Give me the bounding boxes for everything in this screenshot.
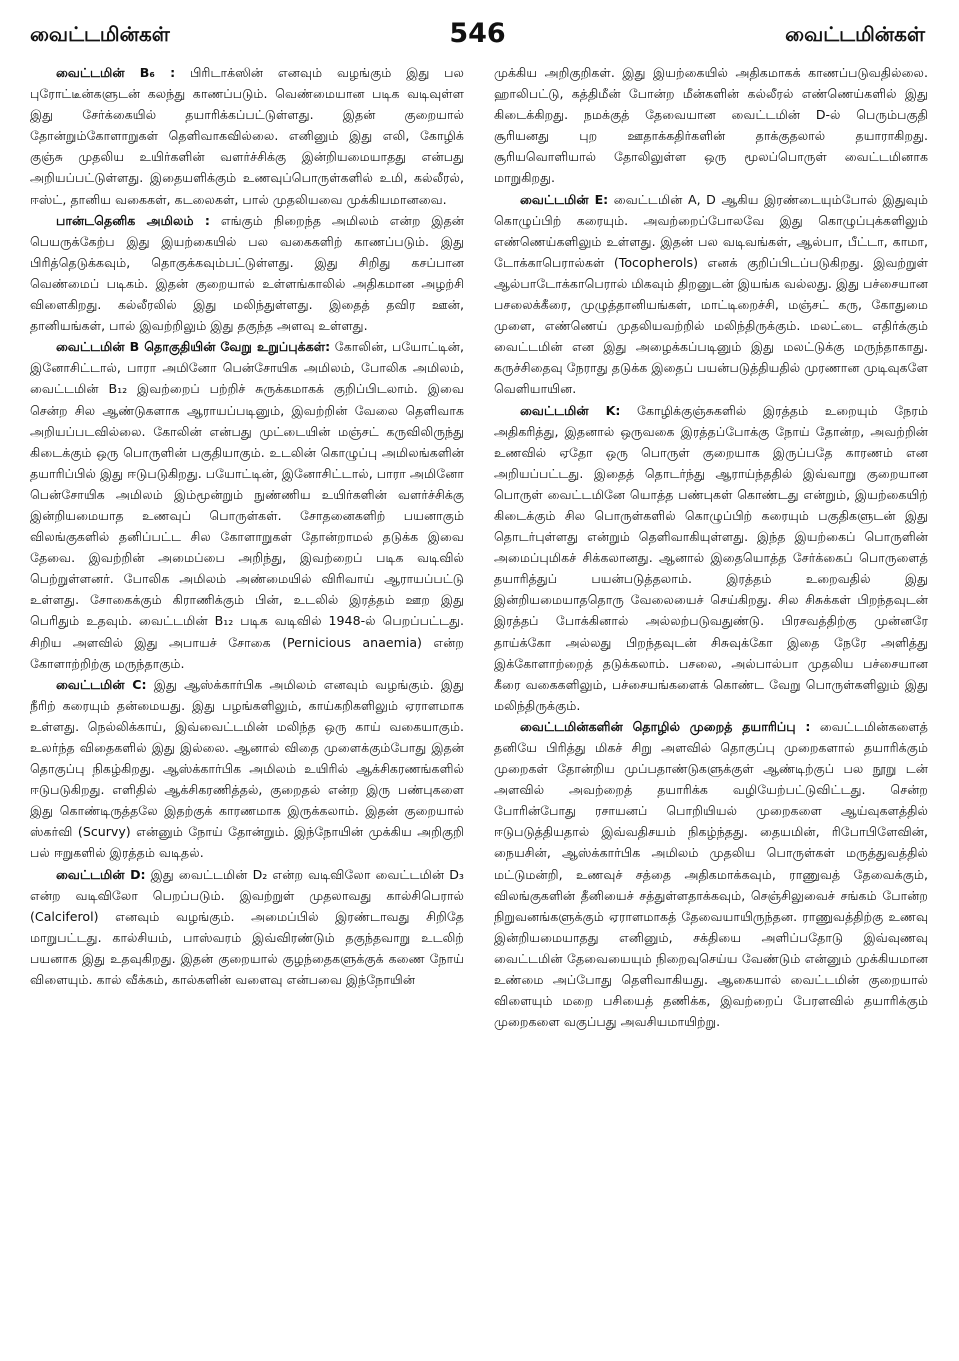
paragraph-heading: வைட்டமின் D: — [56, 866, 146, 882]
paragraph-text: இது ஆஸ்க்கார்பிக அமிலம் எனவும் வழங்கும். இது நீரிற் கரையும் தன்மையது. இது பழங்களிலும், காய்கறிகளிலும் ஏராளமாக உள்ளது. நெல்லிக்காய், இவ்வைட்டமின் மலிந்த ஒரு காய் வகையாகும். உலர்ந்த விதைகளில் இது இல்லை. ஆனால் விதை முளைக்கும்போது இதன் தொகுப்பு நிகழ்கிறது. ஆஸ்க்கார்பிக அமிலம் உயிரில் ஆக்சிகரணங்களில் ஈடுபடுகிறது. எளிதில் ஆக்சிகரணித்தல், குறைதல் என்ற இரு பண்புகளை இது கொண்டிருத்தலே இதற்குக் காரணமாக இருக்கலாம். இதன் குறையால் ஸ்கர்வி (Scurvy) என்னும் நோய் தோன்றும். இந்நோயின் முக்கிய அறிகுறி பல் ஈறுகளில் இரத்தம் வடிதல். — [30, 676, 464, 861]
paragraph-heading: வைட்டமின்களின் தொழில் முறைத் தயாரிப்பு : — [520, 718, 811, 734]
paragraph-vitamin-e — [494, 189, 928, 400]
paragraph-heading: பான்டதெனிக அமிலம் : — [56, 212, 210, 228]
paragraph-industrial-production — [494, 716, 928, 1032]
paragraph-text: முக்கிய அறிகுறிகள். இது இயற்கையில் அதிகமாகக் காணப்படுவதில்லை. ஹாலிபட்டு, கத்திமீன் போன்ற மீன்களின் கல்லீரல் எண்ணெய்களில் இது கிடைக்கிறது. நமக்குத் தேவையான வைட்டமின் D-ல் பெரும்பகுதி சூரியனது புற ஊதாக்கதிர்களின் தாக்குதலால் தயாராகிறது. சூரியவொளியால் தோலிலுள்ள ஒரு மூலப்பொருள் வைட்டமினாக மாறுகிறது. — [494, 65, 928, 186]
paragraph-pantothenic-acid — [30, 210, 464, 337]
paragraph-heading: வைட்டமின் B₆ : — [56, 65, 176, 80]
paragraph-text: வைட்டமின் A, D ஆகிய இரண்டையும்போல் இதுவும் கொழுப்பிற் கரையும். அவற்றைப்போலவே இது கொழுப்புக்களிலும் எண்ணெய்களிலும் உள்ளது. இதன் பல வடிவங்கள், ஆல்பா, பீட்டா, காமா, டோக்காபெரால்கள் (Tocopherols) எனக் குறிப்பிடப்படுகிறது. இவற்றுள் ஆல்பாடோக்காபெரால் மிகவும் திறனுடன் இயங்க வல்லது. இது பச்சையான பசலைக்கீரை, முழுத்தானியங்கள், மாட்டிறைச்சி, மஞ்சட் கரு, கோதுமை முளை, எண்ணெய் முதலியவற்றில் மலிந்திருக்கும். மலட்டை எதிர்க்கும் வைட்டமின் என இது அழைக்கப்படினும் இது மலட்டுக்கு மருந்தாகாது. கருச்சிதைவு நேராது தடுக்க இதைப் பயன்படுத்தியதில் முரணான முடிவுகளே வெளியாயின. — [494, 191, 928, 397]
paragraph-text: வைட்டமின்களைத் தனியே பிரித்து மிகச் சிறு அளவில் தொகுப்பு முறைகளால் தயாரிக்கும் முறைகள் தோன்றிய முப்பதாண்டுகளுக்குள் ஆண்டிற்குப் பல நூறு டன் அளவில் அவற்றைத் தயாரிக்க வழியேற்பட்டுவிட்டது. சென்ற போரின்போது ரசாயனப் பொறியியல் முறைகளை ஆய்வுகளத்தில் ஈடுபடுத்தியதால் இவ்வதிசயம் நிகழ்ந்தது. தையமின், ரிபோபிளேவின், நையசின், ஆஸ்க்கார்பிக அமிலம் முதலிய பொருள்கள் மருத்துவத்தில் மட்டுமன்றி, உணவுச் சத்தை அதிகமாக்கவும், ராணுவத் தேவைக்கும், விலங்குகளின் தீனியைச் சத்துள்ளதாக்கவும், செஞ்சிலுவைச் சங்கம் போன்ற நிறுவனங்களுக்கும் ஏராளமாகத் தேவையாயிருந்தன. ராணுவத்திற்கு உணவு இன்றியமையாதது எனினும், சக்தியை அளிப்பதோடு இவ்வுணவு வைட்டமின் தேவையையும் நிறைவுசெய்ய வேண்டும் என்னும் முக்கியமான உண்மை அப்போது தெளிவாகியது. ஆகையால் வைட்டமின் குறையால் விளையும் மறை பசியைத் தணிக்க, இவற்றைப் பேரளவில் தயாரிக்கும் முறைகளை வகுப்பது அவசியமாயிற்று. — [494, 718, 928, 1030]
paragraph-vitamin-b6 — [30, 62, 464, 210]
page-header — [30, 18, 925, 52]
paragraph-vitamin-b-complex — [30, 336, 464, 674]
paragraph-heading: வைட்டமின் B தொகுதியின் வேறு உறுப்புக்கள்: — [56, 339, 331, 355]
page-number: 546 — [449, 18, 506, 49]
left-column — [30, 62, 464, 1347]
paragraph-vitamin-d-continued — [494, 62, 928, 189]
paragraph-vitamin-d — [30, 864, 464, 991]
paragraph-heading: வைட்டமின் K: — [520, 402, 621, 418]
paragraph-text: கோழிக்குஞ்சுகளில் இரத்தம் உறையும் நேரம் அதிகரித்து, இதனால் ஒருவகை இரத்தப்போக்கு நோய் தோன்ற, அவற்றின் உணவில் ஏதோ ஒரு பொருள் குறையாக இருப்பதே காரணம் என அறியப்பட்டது. இதைத் தொடர்ந்து ஆராய்ந்ததில் இவ்வாறு குறையான பொருள் வைட்டமினே யொத்த பண்புகள் கொண்டது என்றும், இயற்கையிற் கிடைக்கும் சில பொருள்களில் கொழுப்பிற் கரையும் பகுதிகளுடன் இது தொடர்புள்ளது என்றும் தெளிவாகியுள்ளது. இந்த இயற்கைப் பொருளின் அமைப்புமிகச் சிக்கலானது. ஆனால் இதையொத்த சேர்க்கைப் பொருளைத் தயாரித்துப் பயன்படுத்தலாம். இரத்தம் உறைவதில் இது இன்றியமையாததொரு வேலையைச் செய்கிறது. சில சிசுக்கள் பிறந்தவுடன் இரத்தப் போக்கினால் அல்லற்படுவதுண்டு. பிரசவத்திற்கு முன்னரே தாய்க்கோ அல்லது பிறந்தவுடன் சிசுவுக்கோ இதை நேரே அளித்து இக்கோளாற்றைத் தடுக்கலாம். பசலை, அல்பால்பா முதலிய பச்சையான கீரை வகைகளிலும், பச்சையங்களைக் கொண்ட வேறு பொருள்களிலும் இது மலிந்திருக்கும். — [494, 402, 928, 713]
running-head-right: வைட்டமின்கள் — [785, 22, 925, 46]
paragraph-text: இது வைட்டமின் D₂ என்ற வடிவிலோ வைட்டமின் D₃ என்ற வடிவிலோ பெறப்படும். இவற்றுள் முதலாவது கால்சிபெரால் (Calciferol) எனவும் வழங்கும். அமைப்பில் இரண்டாவது சிறிதே மாறுபட்டது. கால்சியம், பாஸ்வரம் இவ்விரண்டும் தகுந்தவாறு உடலிற் பயனாக இது உதவுகிறது. இதன் குறையால் குழந்தைகளுக்குக் கணை நோய் விளையும். கால் வீக்கம், கால்களின் வளைவு என்பவை இந்நோயின் — [30, 866, 464, 988]
paragraph-text: கோலின், பயோட்டின், இனோசிட்டால், பாரா அமினோ பென்சோயிக அமிலம், போலிக அமிலம், வைட்டமின் B₁₂ இவற்றைப் பற்றிச் சுருக்கமாகக் குறிப்பிடலாம். இவை சென்ற சில ஆண்டுகளாக ஆராயப்படினும், இவற்றின் வேலை தெளிவாக அறியப்படவில்லை. கோலின் என்பது முட்டையின் மஞ்சட் கருவிலிருந்து கிடைக்கும் ஒரு பொருளின் பகுதியாகும். உடலின் கொழுப்பு அமிலங்களின் தயாரிப்பில் இது ஈடுபடுகிறது. பயோட்டின், இனோசிட்டால், பாரா அமினோ பென்சோயிக அமிலம் இம்மூன்றும் நுண்ணிய உயிர்களின் வளர்ச்சிக்கு இன்றியமையாத உணவுப் பொருள்கள். சோதனைகளிற் பயனாகும் விலங்குகளில் தனிப்பட்ட சில கோளாறுகள் தோன்றாமல் தடுக்க இவை தேவை. இவற்றின் அமைப்பை அறிந்து, இவற்றைப் படிக வடிவில் பெற்றுள்ளனர். போலிக அமிலம் அண்மையில் விரிவாய் ஆராயப்பட்டு உள்ளது. சோகைக்கும் கிராணிக்கும் பின், உடலில் இரத்தம் ஊற இது பெரிதும் உதவும். வைட்டமின் B₁₂ படிக வடிவில் 1948-ல் பெறப்பட்டது. சிறிய அளவில் இது அபாயச் சோகை (Pernicious anaemia) என்ற கோளாற்றிற்கு மருந்தாகும். — [30, 339, 464, 671]
right-column — [494, 62, 928, 1347]
paragraph-text: பிரிடாக்ஸின் எனவும் வழங்கும் இது பல புரோட்டீன்களுடன் கலந்து காணப்படும். வெண்மையான படிக வடிவுள்ள இது சேர்க்கையில் தயாரிக்கப்பட்டுள்ளது. இதன் குறையால் தோன்றும்கோளாறுகள் தெளிவாகவில்லை. எனினும் இது எலி, கோழிக் குஞ்சு முதலிய உயிர்களின் வளர்ச்சிக்கு இன்றியமையாதது என்பது அறியப்பட்டுள்ளது. இதையளிக்கும் உணவுப்பொருள்களில் உமி, கல்லீரல், ஈஸ்ட், தானிய வகைகள், கடலைகள், பால் முதலியவை முக்கியமானவை. — [30, 65, 464, 207]
paragraph-text: எங்கும் நிறைந்த அமிலம் என்ற இதன் பெயருக்கேற்ப இது இயற்கையில் பல வகைகளிற் காணப்படும். இது பிரித்தெடுக்கவும், தொகுக்கவும்பட்டுள்ளது. இது சிறிது கசப்பான வெண்மைப் படிகம். இதன் குறையால் உள்ளங்காலில் அதிகமான அழற்சி விளைகிறது. கல்லீரலில் இது மலிந்துள்ளது. இதைத் தவிர ஊன், தானியங்கள், பால் இவற்றிலும் இது தகுந்த அளவு உள்ளது. — [30, 212, 464, 334]
paragraph-heading: வைட்டமின் C: — [56, 676, 147, 692]
paragraph-vitamin-k — [494, 400, 928, 716]
paragraph-vitamin-c — [30, 674, 464, 864]
article-body — [30, 62, 928, 1347]
running-head-left: வைட்டமின்கள் — [30, 22, 170, 46]
paragraph-heading: வைட்டமின் E: — [520, 191, 609, 207]
